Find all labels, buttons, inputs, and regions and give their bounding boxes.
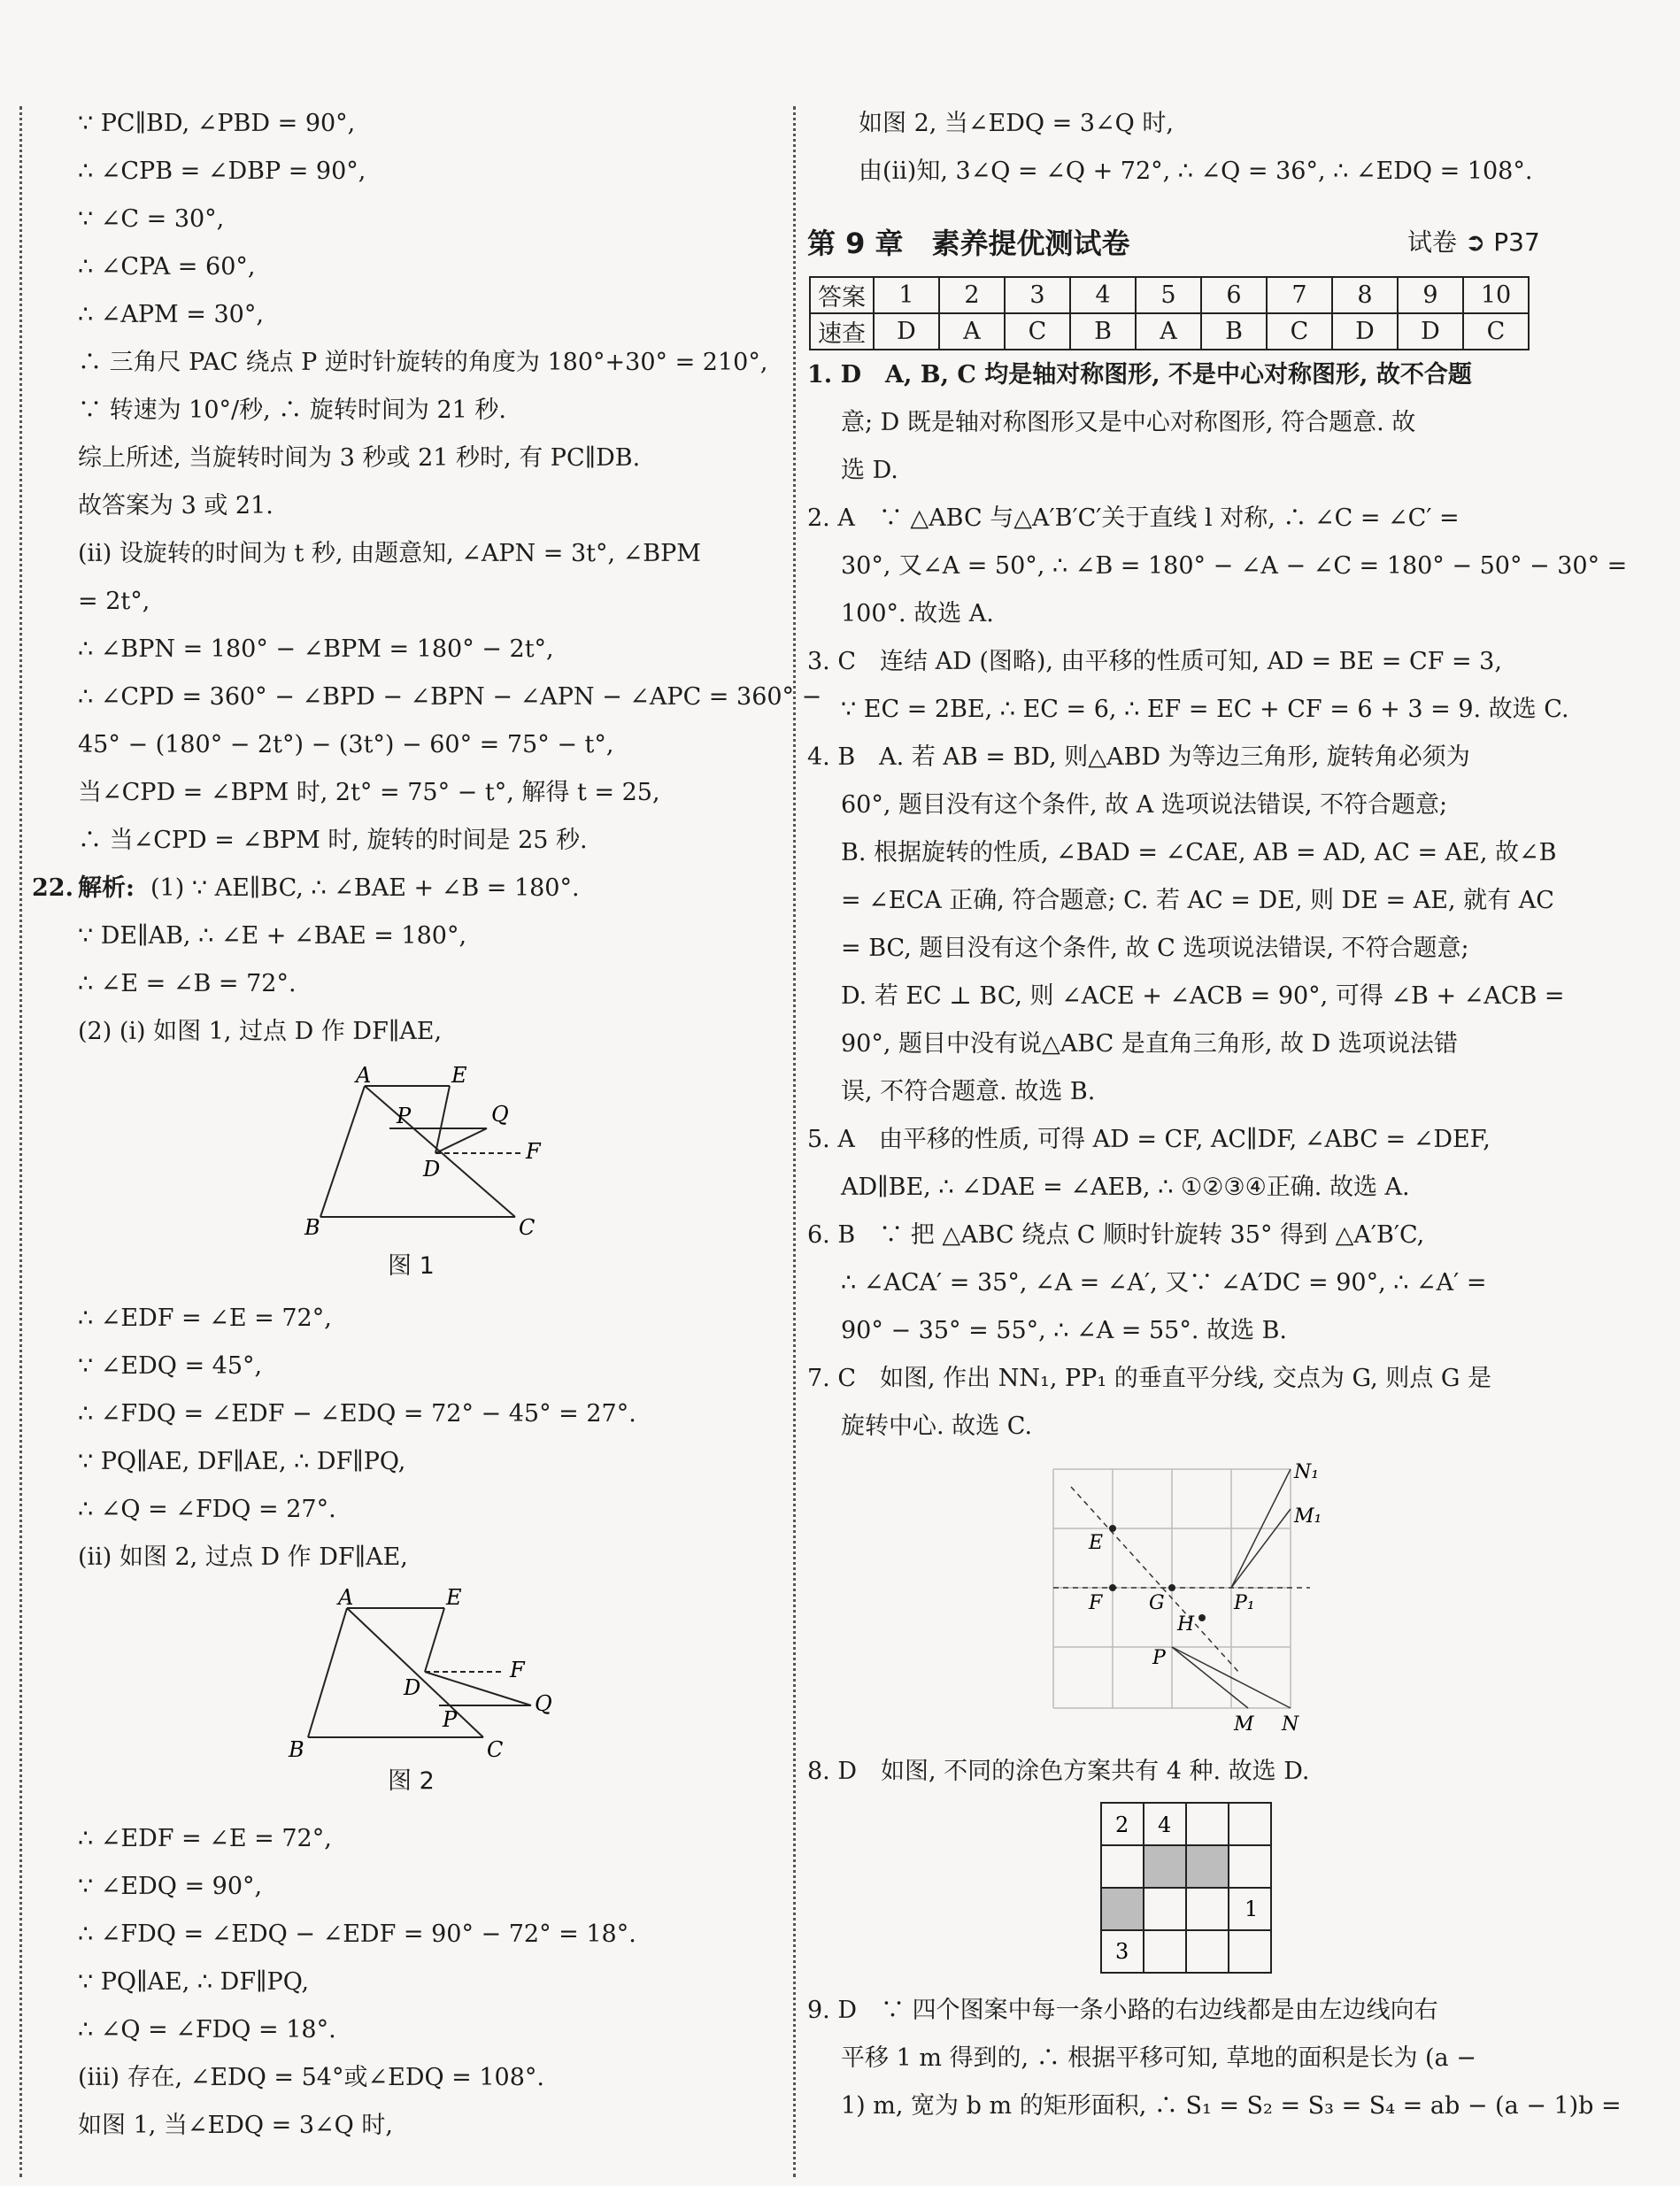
answer-q9-line: 平移 1 m 得到的, ∴ 根据平移可知, 草地的面积是长为 (a − <box>841 2044 1476 2072</box>
label-D: D <box>423 1157 441 1182</box>
table-cell: 8 <box>1332 277 1398 313</box>
text-line: 45° − (180° − 2t°) − (3t°) − 60° = 75° − t°, <box>78 731 614 758</box>
text-line: ∴ ∠Q = ∠FDQ = 18°. <box>78 2016 336 2044</box>
label-A: A <box>356 1066 372 1088</box>
answer-q1-line: 1. D A, B, C 均是轴对称图形, 不是中心对称图形, 故不合题 <box>807 361 1472 389</box>
point-F <box>1109 1584 1116 1591</box>
analysis-label: 解析: <box>78 874 135 902</box>
label-D: D <box>404 1675 421 1700</box>
point-E <box>1109 1525 1116 1532</box>
segment-PM <box>1172 1647 1248 1708</box>
answer-q7-line: 旋转中心. 故选 C. <box>841 1412 1033 1440</box>
answer-q1-line: 选 D. <box>841 457 898 484</box>
table-cell: 2 <box>939 277 1005 313</box>
table-cell: 1 <box>874 277 939 313</box>
table-cell: A <box>1136 313 1201 350</box>
answer-q4-line: 误, 不符合题意. 故选 B. <box>841 1078 1096 1105</box>
text-line: ∴ ∠EDF = ∠E = 72°, <box>78 1305 332 1332</box>
table-cell: D <box>1332 313 1398 350</box>
label-E: E <box>451 1066 467 1088</box>
shaded-cell <box>1101 1888 1144 1930</box>
label-Q: Q <box>491 1102 509 1127</box>
label-A: A <box>338 1589 354 1610</box>
table-cell: 4 <box>1070 277 1136 313</box>
text-line: ∴ ∠CPB = ∠DBP = 90°, <box>78 158 366 185</box>
text-line: ∴ ∠CPD = 360° − ∠BPD − ∠BPN − ∠APN − ∠APC = 360° − <box>78 683 822 711</box>
answer-q4-line: = BC, 题目没有这个条件, 故 C 选项说法错误, 不符合题意; <box>841 935 1469 962</box>
table-row <box>810 277 1529 313</box>
point-H <box>1198 1614 1206 1621</box>
label-E: E <box>1089 1532 1104 1554</box>
label-N1: N₁ <box>1294 1461 1320 1483</box>
segment-AB <box>308 1608 347 1737</box>
segment-DQ <box>435 1128 487 1153</box>
table-cell: 7 <box>1267 277 1332 313</box>
table-cell: D <box>874 313 939 350</box>
text-line: ∴ 当∠CPD = ∠BPM 时, 旋转的时间是 25 秒. <box>78 827 588 854</box>
label-M1: M₁ <box>1294 1505 1322 1528</box>
text-line: 综上所述, 当旋转时间为 3 秒或 21 秒时, 有 PC∥DB. <box>78 444 641 472</box>
label-C: C <box>487 1737 504 1762</box>
text-line: ∴ ∠CPA = 60°, <box>78 253 256 281</box>
label-P: P <box>397 1104 412 1128</box>
text-line: (2) (ⅰ) 如图 1, 过点 D 作 DF∥AE, <box>78 1018 443 1045</box>
table-cell: A <box>939 313 1005 350</box>
label-P1: P₁ <box>1234 1592 1255 1614</box>
label-P: P <box>443 1707 458 1732</box>
answer-q4-line: B. 根据旋转的性质, ∠BAD = ∠CAE, AB = AD, AC = AE, 故∠B <box>841 839 1557 866</box>
answer-q7-line: 7. C 如图, 作出 NN₁, PP₁ 的垂直平分线, 交点为 G, 则点 G 是 <box>807 1365 1491 1392</box>
figure-1-diagram <box>292 1066 558 1243</box>
text-line: (ⅱ) 设旋转的时间为 t 秒, 由题意知, ∠APN = 3t°, ∠BPM <box>78 540 701 567</box>
text-line: ∵ ∠EDQ = 45°, <box>78 1352 263 1380</box>
label-N: N <box>1282 1713 1299 1736</box>
answer-q4-line: D. 若 EC ⊥ BC, 则 ∠ACE + ∠ACB = 90°, 可得 ∠B + ∠ACB = <box>841 982 1565 1010</box>
figure-2-diagram <box>274 1589 575 1766</box>
table-cell: B <box>1201 313 1267 350</box>
text-line: ∴ ∠Q = ∠FDQ = 27°. <box>78 1496 336 1523</box>
answer-q2-line: 2. A ∵ △ABC 与△A′B′C′关于直线 l 对称, ∴ ∠C = ∠C′ = <box>807 504 1460 532</box>
table-cell: 10 <box>1463 277 1529 313</box>
label-F: F <box>1089 1592 1103 1614</box>
text-line: ∴ ∠E = ∠B = 72°. <box>78 970 297 997</box>
answer-q3-line: ∵ EC = 2BE, ∴ EC = 6, ∴ EF = EC + CF = 6 + 3 = 9. 故选 C. <box>841 696 1569 723</box>
answer-q5-line: AD∥BE, ∴ ∠DAE = ∠AEB, ∴ ①②③④正确. 故选 A. <box>841 1174 1410 1201</box>
label-P: P <box>1152 1647 1166 1669</box>
segment-ED <box>425 1608 444 1672</box>
table-cell: 9 <box>1398 277 1463 313</box>
label-M: M <box>1234 1713 1254 1736</box>
text-line: ∵ PQ∥AE, DF∥AE, ∴ DF∥PQ, <box>78 1448 406 1475</box>
chapter-page-ref: 试卷 ➲ P37 <box>1407 227 1540 257</box>
label-B: B <box>304 1215 320 1240</box>
label-C: C <box>519 1215 536 1240</box>
text-line: ∴ 三角尺 PAC 绕点 P 逆时针旋转的角度为 180°+30° = 210°, <box>78 349 768 376</box>
text-line: ∴ ∠EDF = ∠E = 72°, <box>78 1825 332 1852</box>
answer-q4-line: = ∠ECA 正确, 符合题意; C. 若 AC = DE, 则 DE = AE, 就有 AC <box>841 887 1554 914</box>
answer-q6-line: ∴ ∠ACA′ = 35°, ∠A = ∠A′, 又∵ ∠A′DC = 90°, ∴ ∠A′ = <box>841 1269 1487 1297</box>
text-line: = 2t°, <box>78 588 150 615</box>
text-line: (ⅱ) 如图 2, 过点 D 作 DF∥AE, <box>78 1543 408 1571</box>
text-line: ∵ ∠C = 30°, <box>78 205 225 233</box>
label-E: E <box>446 1589 462 1610</box>
text-line: ∵ ∠EDQ = 90°, <box>78 1873 263 1900</box>
answer-table <box>809 276 1530 350</box>
table-head: 速查 <box>810 313 874 350</box>
label-G: G <box>1149 1592 1165 1614</box>
table-cell: 5 <box>1136 277 1201 313</box>
text-line: (ⅲ) 存在, ∠EDQ = 54°或∠EDQ = 108°. <box>78 2064 545 2091</box>
table-row <box>810 313 1529 350</box>
table-cell: 6 <box>1201 277 1267 313</box>
text-line: ∴ ∠FDQ = ∠EDF − ∠EDQ = 72° − 45° = 27°. <box>78 1400 636 1428</box>
point-G <box>1168 1584 1175 1591</box>
shaded-cell <box>1186 1845 1229 1888</box>
answer-q9-line: 9. D ∵ 四个图案中每一条小路的右边线都是由左边线向右 <box>807 1997 1438 2024</box>
answer-q2-line: 30°, 又∠A = 50°, ∴ ∠B = 180° − ∠A − ∠C = 180° − 50° − 30° = <box>841 552 1628 580</box>
shaded-cell <box>1144 1845 1186 1888</box>
table-cell: B <box>1070 313 1136 350</box>
figure-2-caption: 图 2 <box>388 1767 435 1795</box>
cell-number: 2 <box>1115 1813 1129 1837</box>
cell-number: 1 <box>1245 1897 1259 1921</box>
segment-ED <box>435 1086 450 1153</box>
table-head: 答案 <box>810 277 874 313</box>
text-line: 故答案为 3 或 21. <box>78 492 274 520</box>
text-line: ∵ PQ∥AE, ∴ DF∥PQ, <box>78 1968 310 1996</box>
label-H: H <box>1177 1613 1195 1636</box>
cell-number: 3 <box>1115 1939 1129 1964</box>
answer-q3-line: 3. C 连结 AD (图略), 由平移的性质可知, AD = BE = CF = 3, <box>807 648 1502 675</box>
text-line: ∵ 转速为 10°/秒, ∴ 旋转时间为 21 秒. <box>78 396 506 424</box>
answer-q4-line: 60°, 题目没有这个条件, 故 A 选项说法错误, 不符合题意; <box>841 791 1448 819</box>
answer-q8-line: 8. D 如图, 不同的涂色方案共有 4 种. 故选 D. <box>807 1758 1310 1785</box>
answer-q4-line: 90°, 题目中没有说△ABC 是直角三角形, 故 D 选项说法错 <box>841 1030 1458 1058</box>
table-cell: D <box>1398 313 1463 350</box>
answer-q5-line: 5. A 由平移的性质, 可得 AD = CF, AC∥DF, ∠ABC = ∠DEF, <box>807 1126 1491 1153</box>
text-line: 由(ⅱ)知, 3∠Q = ∠Q + 72°, ∴ ∠Q = 36°, ∴ ∠EDQ = 108°. <box>859 158 1533 185</box>
table-cell: C <box>1267 313 1332 350</box>
table-cell: C <box>1005 313 1070 350</box>
text-line: ∴ ∠FDQ = ∠EDQ − ∠EDF = 90° − 72° = 18°. <box>78 1920 636 1948</box>
answer-q9-line: 1) m, 宽为 b m 的矩形面积, ∴ S₁ = S₂ = S₃ = S₄ = ab − (a − 1)b = <box>841 2092 1622 2120</box>
segment-AB <box>320 1086 365 1217</box>
table-cell: C <box>1463 313 1529 350</box>
answer-q2-line: 100°. 故选 A. <box>841 600 994 627</box>
question-number: 22. <box>32 874 73 902</box>
table-cell: 3 <box>1005 277 1070 313</box>
answer-q6-line: 90° − 35° = 55°, ∴ ∠A = 55°. 故选 B. <box>841 1317 1288 1344</box>
label-F: F <box>510 1658 525 1682</box>
figure-q8-grid <box>1098 1801 1275 1974</box>
chapter-title: 第 9 章 素养提优测试卷 <box>807 227 1130 260</box>
text-line: ∴ ∠BPN = 180° − ∠BPM = 180° − 2t°, <box>78 635 554 663</box>
text-line: 如图 1, 当∠EDQ = 3∠Q 时, <box>78 2112 393 2139</box>
cell-number: 4 <box>1158 1813 1172 1837</box>
text-line: 当∠CPD = ∠BPM 时, 2t° = 75° − t°, 解得 t = 25, <box>78 779 660 806</box>
label-Q: Q <box>535 1691 552 1716</box>
text-line: ∴ ∠APM = 30°, <box>78 301 264 328</box>
column-divider <box>793 106 796 2177</box>
bisector-1 <box>1071 1487 1239 1673</box>
text-line: (1) ∵ AE∥BC, ∴ ∠BAE + ∠B = 180°. <box>150 874 580 902</box>
left-margin-dots <box>19 106 22 2177</box>
label-B: B <box>289 1737 304 1762</box>
text-line: ∵ PC∥BD, ∠PBD = 90°, <box>78 110 356 137</box>
figure-1-caption: 图 1 <box>388 1252 435 1280</box>
text-line: ∵ DE∥AB, ∴ ∠E + ∠BAE = 180°, <box>78 922 467 950</box>
label-F: F <box>526 1139 541 1164</box>
segment-P1M1 <box>1231 1509 1291 1588</box>
answer-q6-line: 6. B ∵ 把 △ABC 绕点 C 顺时针旋转 35° 得到 △A′B′C, <box>807 1221 1425 1249</box>
answer-q4-line: 4. B A. 若 AB = BD, 则△ABD 为等边三角形, 旋转角必须为 <box>807 743 1470 771</box>
text-line: 如图 2, 当∠EDQ = 3∠Q 时, <box>859 110 1174 137</box>
figure-q7-grid <box>1044 1460 1345 1739</box>
answer-q1-line: 意; D 既是轴对称图形又是中心对称图形, 符合题意. 故 <box>841 409 1416 436</box>
